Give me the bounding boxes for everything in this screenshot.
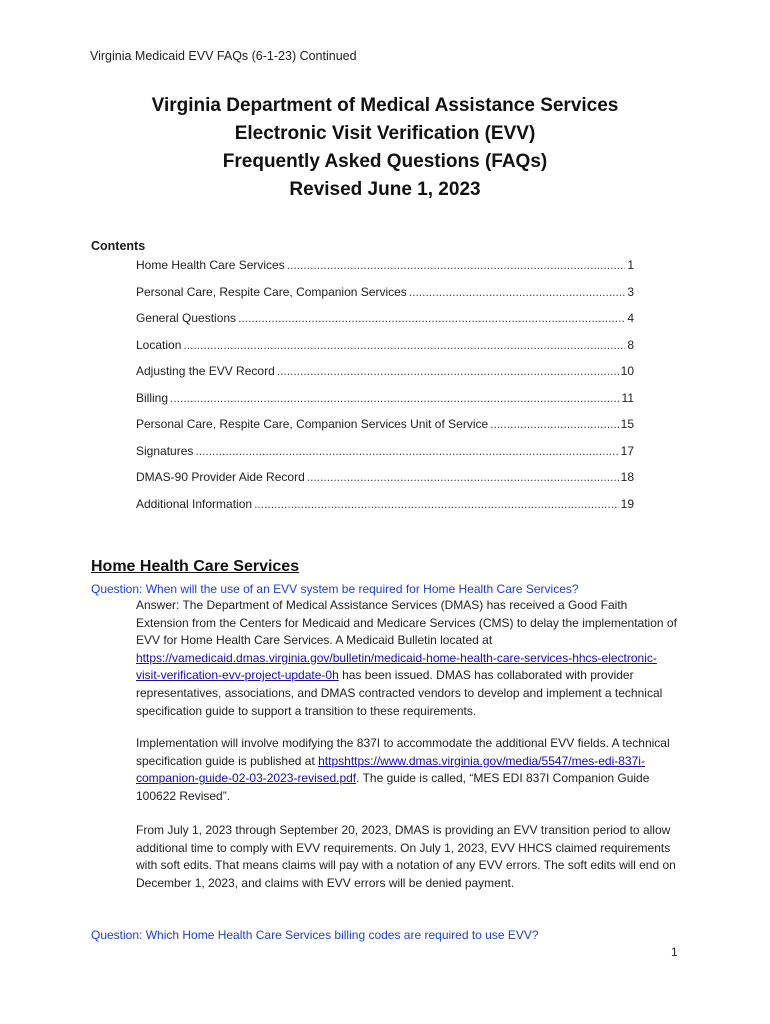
- document-title: [0, 92, 770, 204]
- toc-entry-label: Adjusting the EVV Record: [136, 364, 275, 378]
- toc-entry-label: Home Health Care Services: [136, 258, 285, 272]
- toc-leader-dots: [195, 444, 618, 458]
- companion-guide-link[interactable]: httpshttps://www.dmas.virginia.gov/media/5547/mes-edi-837i-companion-guide-02-03-2023-revised.pdf: [136, 753, 645, 786]
- toc-entry-label: Additional Information: [136, 496, 253, 511]
- faq-question: Question: Which Home Health Care Services billing codes are required to use EVV?: [91, 928, 539, 942]
- toc-entry-label: Personal Care, Respite Care, Companion Services Unit of Service: [136, 417, 489, 431]
- toc-leader-dots: [277, 364, 619, 378]
- toc-entry[interactable]: [136, 391, 634, 418]
- title-line: Virginia Department of Medical Assistance Services: [151, 95, 619, 116]
- toc-entry-label: Signatures: [136, 443, 194, 458]
- faq-answer-paragraph: [136, 597, 681, 720]
- toc-entry[interactable]: [136, 338, 634, 365]
- toc-entry[interactable]: [136, 497, 634, 524]
- toc-leader-dots: [238, 311, 625, 325]
- answer-text: Implementation will involve modifying the 837I to accommodate the additional EVV fields. A technical specification guide is published at: [136, 736, 670, 768]
- table-of-contents: [136, 258, 634, 523]
- toc-entry[interactable]: [136, 285, 634, 312]
- title-line: Frequently Asked Questions (FAQs): [222, 151, 548, 172]
- title-line: Electronic Visit Verification (EVV): [234, 123, 536, 144]
- toc-entry[interactable]: [136, 311, 634, 338]
- toc-entry-page: 11: [621, 390, 634, 405]
- toc-entry[interactable]: [136, 444, 634, 471]
- toc-entry[interactable]: [136, 417, 634, 444]
- section-heading: Home Health Care Services: [91, 558, 300, 575]
- toc-entry-page: 8: [627, 337, 634, 352]
- toc-leader-dots: [409, 285, 626, 299]
- bulletin-link[interactable]: https://vamedicaid.dmas.virginia.gov/bulletin/medicaid-home-health-care-services-hhcs-electronic-visit-verification-evv-project-update-0h: [136, 650, 657, 683]
- contents-heading: Contents: [91, 239, 146, 253]
- toc-entry-label: Personal Care, Respite Care, Companion Services: [136, 284, 407, 299]
- toc-entry[interactable]: [136, 470, 634, 497]
- toc-entry-label: DMAS-90 Provider Aide Record: [136, 470, 305, 484]
- toc-leader-dots: [170, 391, 620, 405]
- toc-entry-page: 17: [620, 443, 634, 458]
- answer-text: has been issued. DMAS has collaborated with provider representatives, associations, and DMAS contracted vendors to develop and implement a technical specification guide to support a transition to these requirements.: [136, 668, 663, 718]
- toc-entry-page: 19: [620, 496, 634, 511]
- toc-entry[interactable]: [136, 258, 634, 285]
- toc-leader-dots: [287, 258, 626, 272]
- toc-leader-dots: [490, 417, 618, 431]
- answer-text: . The guide is called, “MES EDI 837I Companion Guide 100622 Revised”.: [136, 771, 650, 803]
- toc-leader-dots: [307, 470, 619, 484]
- toc-entry-page: 4: [627, 311, 634, 325]
- faq-answer-paragraph: [136, 735, 681, 805]
- toc-entry-label: General Questions: [136, 311, 237, 325]
- faq-answer-paragraph: [136, 822, 681, 892]
- toc-entry-label: Location: [136, 337, 182, 352]
- faq-question: Question: When will the use of an EVV system be required for Home Health Care Services?: [91, 582, 579, 596]
- toc-entry[interactable]: [136, 364, 634, 391]
- page-number: 1: [671, 945, 678, 959]
- toc-entry-page: 15: [620, 417, 634, 431]
- toc-entry-page: 10: [620, 364, 634, 378]
- toc-entry-page: 18: [620, 470, 634, 484]
- toc-leader-dots: [183, 338, 625, 352]
- toc-entry-page: 1: [627, 258, 634, 272]
- toc-leader-dots: [254, 497, 619, 511]
- running-header: Virginia Medicaid EVV FAQs (6-1-23) Continued: [90, 49, 357, 63]
- answer-text: Answer: The Department of Medical Assistance Services (DMAS) has received a Good Faith Extension from the Centers for Medicaid and Medicare Services (CMS) to delay the implementation of EVV for Home Health Care Services. A Medicaid Bulletin located at: [136, 598, 677, 648]
- title-line: Revised June 1, 2023: [289, 179, 481, 200]
- toc-entry-page: 3: [627, 284, 634, 299]
- answer-text: From July 1, 2023 through September 20, 2023, DMAS is providing an EVV transition period to allow additional time to comply with EVV requirements. On July 1, 2023, EVV HHCS claimed requirements with soft edits. That means claims will pay with a notation of any EVV errors. The soft edits will end on December 1, 2023, and claims with EVV errors will be denied payment.: [136, 823, 676, 890]
- toc-entry-label: Billing: [136, 390, 169, 405]
